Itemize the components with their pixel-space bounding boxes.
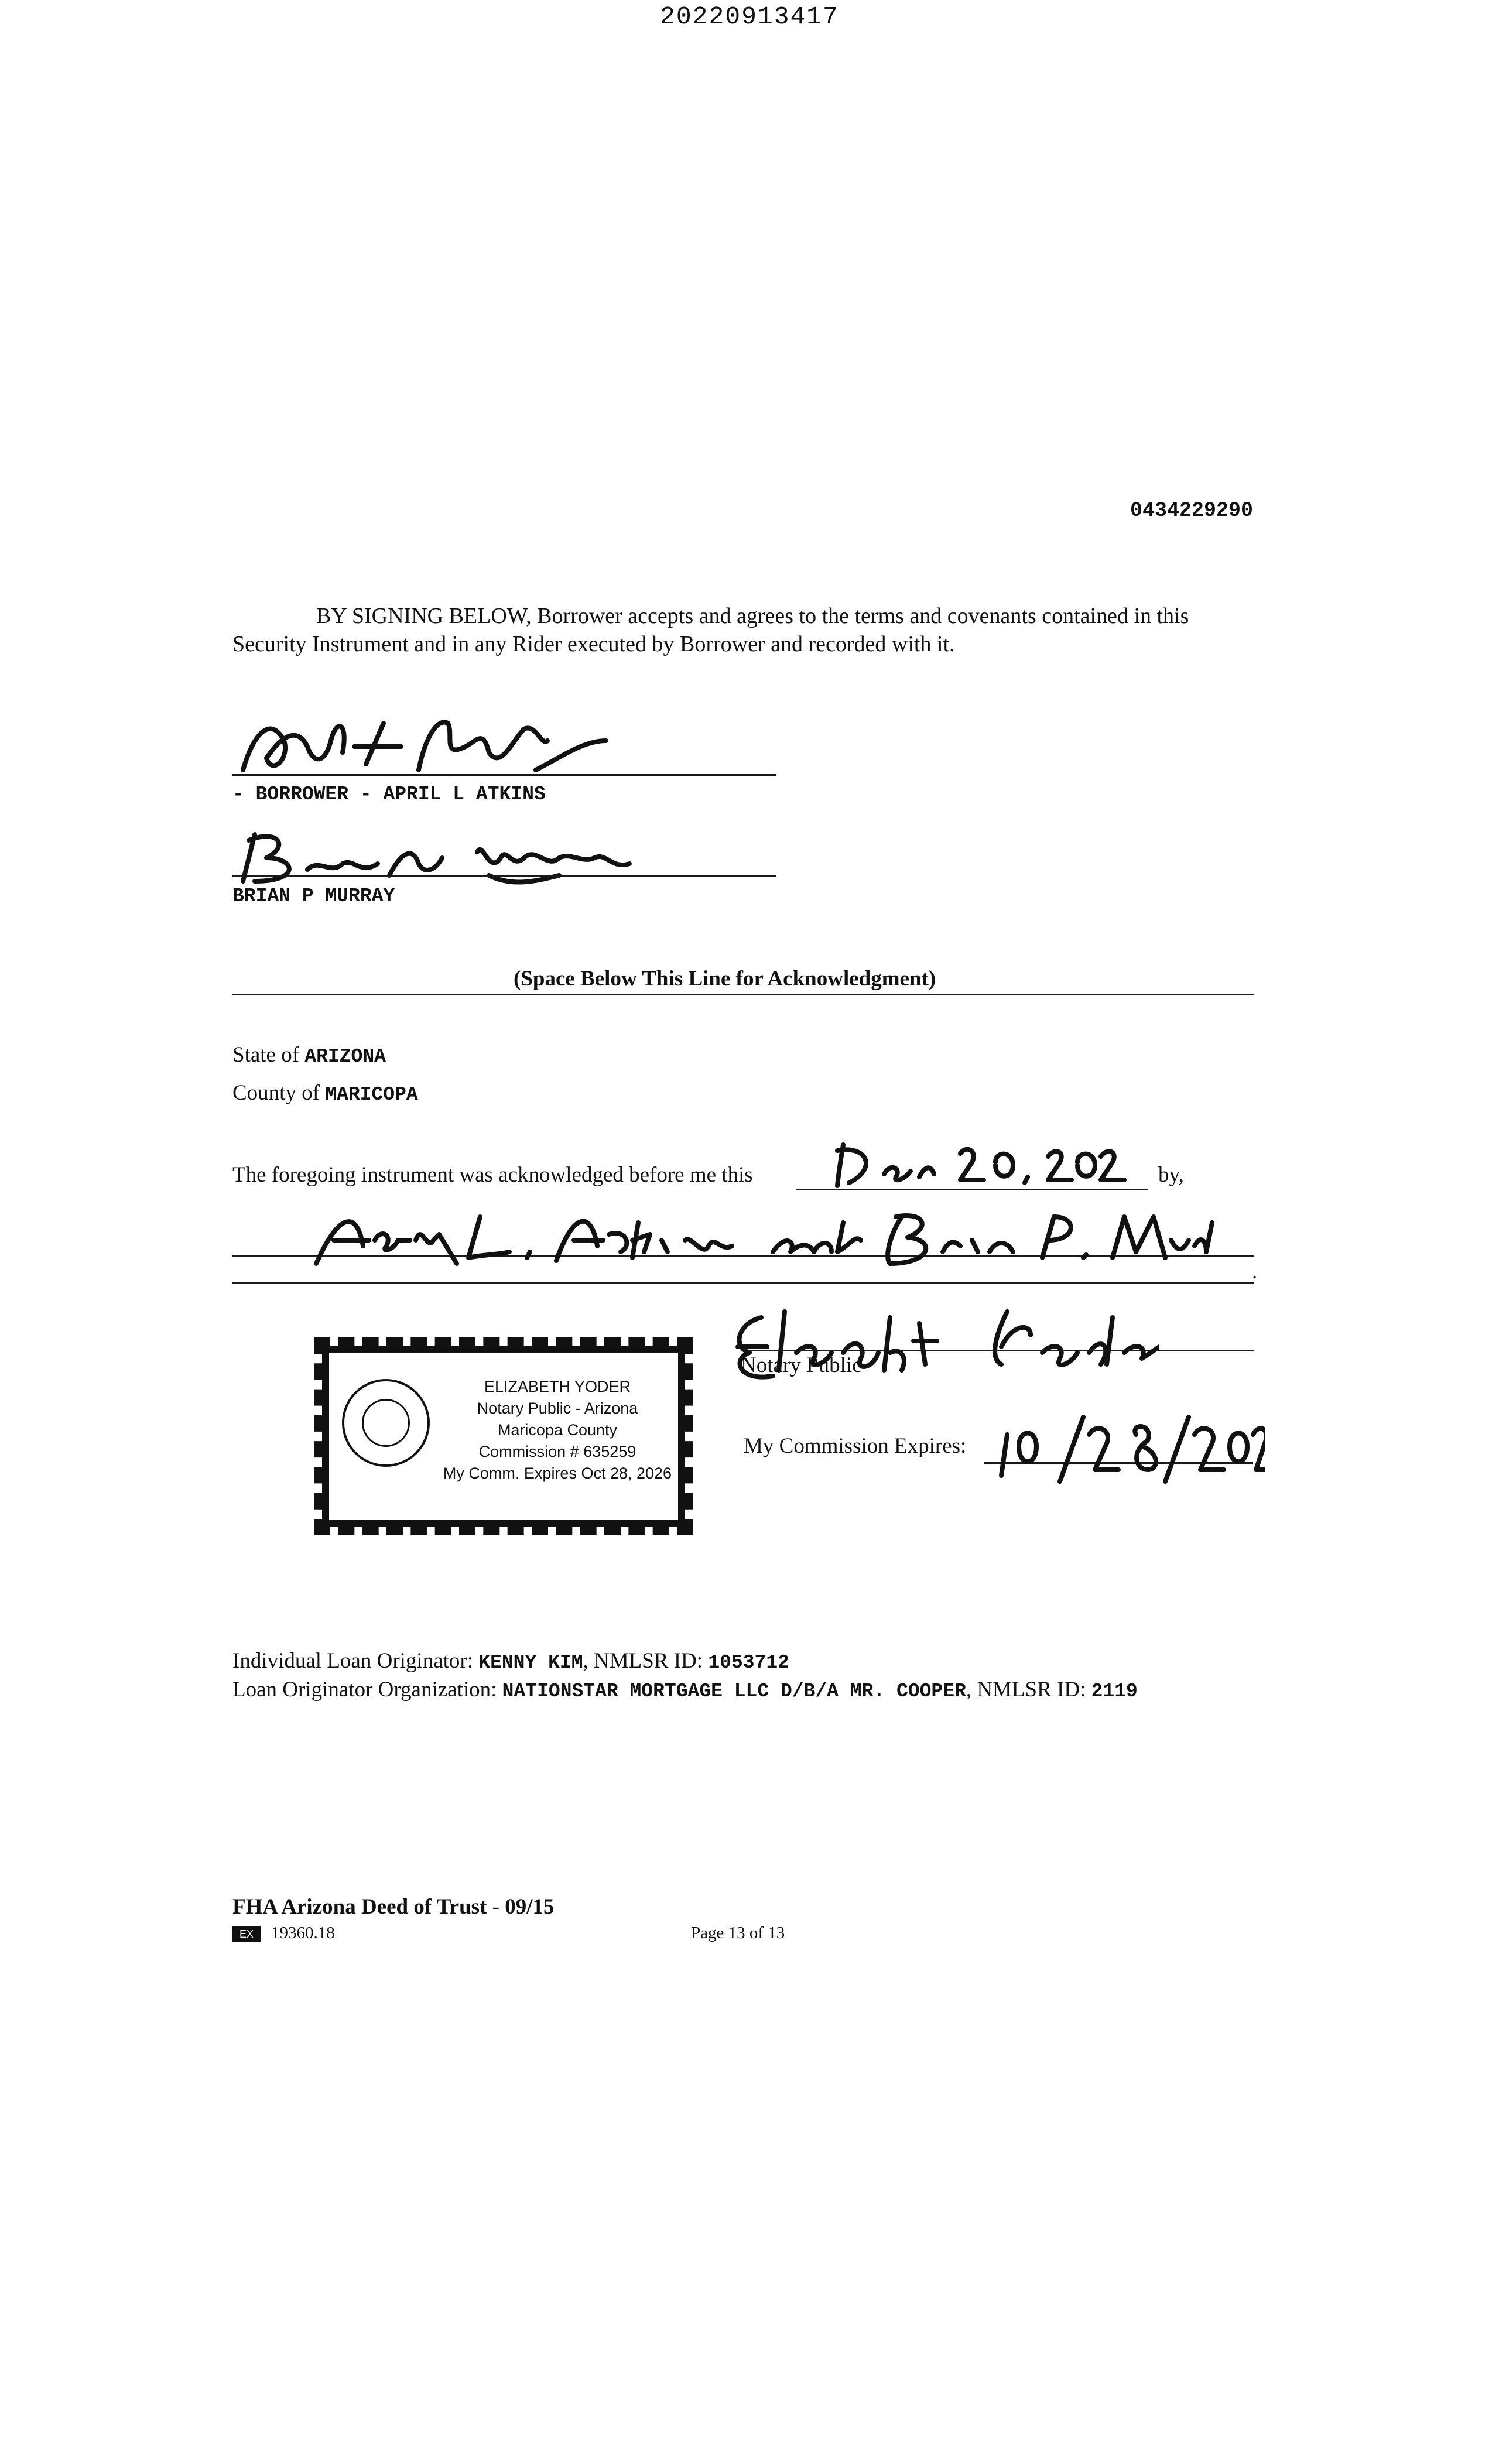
acknowledged-persons-handwriting (304, 1205, 1218, 1275)
commission-date-handwriting (995, 1411, 1265, 1487)
notary-signature-line (741, 1350, 1254, 1351)
state-value: ARIZONA (304, 1046, 386, 1067)
originator-block (232, 1648, 1263, 1705)
organization-nmlsr-id: 2119 (1091, 1681, 1138, 1702)
persons-period: . (1252, 1260, 1258, 1284)
organization-originator-label: Loan Originator Organization: (232, 1678, 497, 1702)
stamp-line: Notary Public - Arizona (477, 1399, 638, 1417)
borrower-1-label: - BORROWER - APRIL L ATKINS (232, 783, 546, 805)
persons-line-2 (232, 1282, 1254, 1284)
individual-originator-line (232, 1648, 1263, 1676)
acknowledgment-rule (232, 994, 1254, 995)
borrower-1-signature-line (232, 774, 776, 776)
individual-originator-label: Individual Loan Originator: (232, 1649, 474, 1673)
county-line (232, 1080, 418, 1106)
organization-nmlsr-label: , NMLSR ID: (966, 1678, 1086, 1702)
borrower-2-label: BRIAN P MURRAY (232, 885, 395, 907)
individual-nmlsr-id: 1053712 (708, 1652, 789, 1674)
borrower-signature-brian-murray (231, 823, 676, 893)
acknowledged-date-handwriting (831, 1139, 1136, 1189)
stamp-line: Maricopa County (497, 1421, 618, 1439)
organization-name: NATIONSTAR MORTGAGE LLC D/B/A MR. COOPER (502, 1681, 966, 1702)
individual-originator-name: KENNY KIM (478, 1652, 583, 1674)
form-title: FHA Arizona Deed of Trust - 09/15 (232, 1895, 555, 1919)
stamp-text (434, 1376, 680, 1484)
individual-nmlsr-label: , NMLSR ID: (583, 1649, 703, 1673)
county-label: County of (232, 1081, 320, 1105)
page-number: Page 13 of 13 (691, 1924, 785, 1942)
notary-stamp (322, 1346, 685, 1527)
organization-originator-line (232, 1676, 1263, 1705)
acknowledgment-heading: (Space Below This Line for Acknowledgment) (514, 967, 936, 991)
acknowledged-date-line (796, 1189, 1148, 1190)
stamp-line: Commission # 635259 (478, 1443, 636, 1460)
commission-label: My Commission Expires: (744, 1434, 967, 1458)
form-number-line (232, 1924, 335, 1943)
by-text: by, (1158, 1163, 1184, 1187)
recording-number: 20220913417 (660, 2, 839, 31)
acknowledged-text: The foregoing instrument was acknowledged before me this (232, 1163, 753, 1187)
stamp-line: ELIZABETH YODER (484, 1378, 631, 1395)
state-label: State of (232, 1043, 300, 1067)
county-value: MARICOPA (325, 1084, 418, 1106)
loan-number: 0434229290 (1130, 499, 1253, 522)
signing-statement: BY SIGNING BELOW, Borrower accepts and agrees to the terms and covenants contained in this Security Instrument and in any Rider executed by Borrower and recorded with it. (232, 604, 1189, 656)
arizona-seal-icon (342, 1379, 430, 1467)
state-line (232, 1042, 386, 1067)
notary-signature-handwriting (726, 1300, 1159, 1394)
ellie-mae-logo-icon: EX (232, 1926, 261, 1942)
notary-label: Notary Public (741, 1353, 862, 1377)
borrower-2-signature-line (232, 875, 776, 877)
stamp-line: My Comm. Expires Oct 28, 2026 (443, 1464, 672, 1482)
form-number: 19360.18 (271, 1924, 335, 1942)
